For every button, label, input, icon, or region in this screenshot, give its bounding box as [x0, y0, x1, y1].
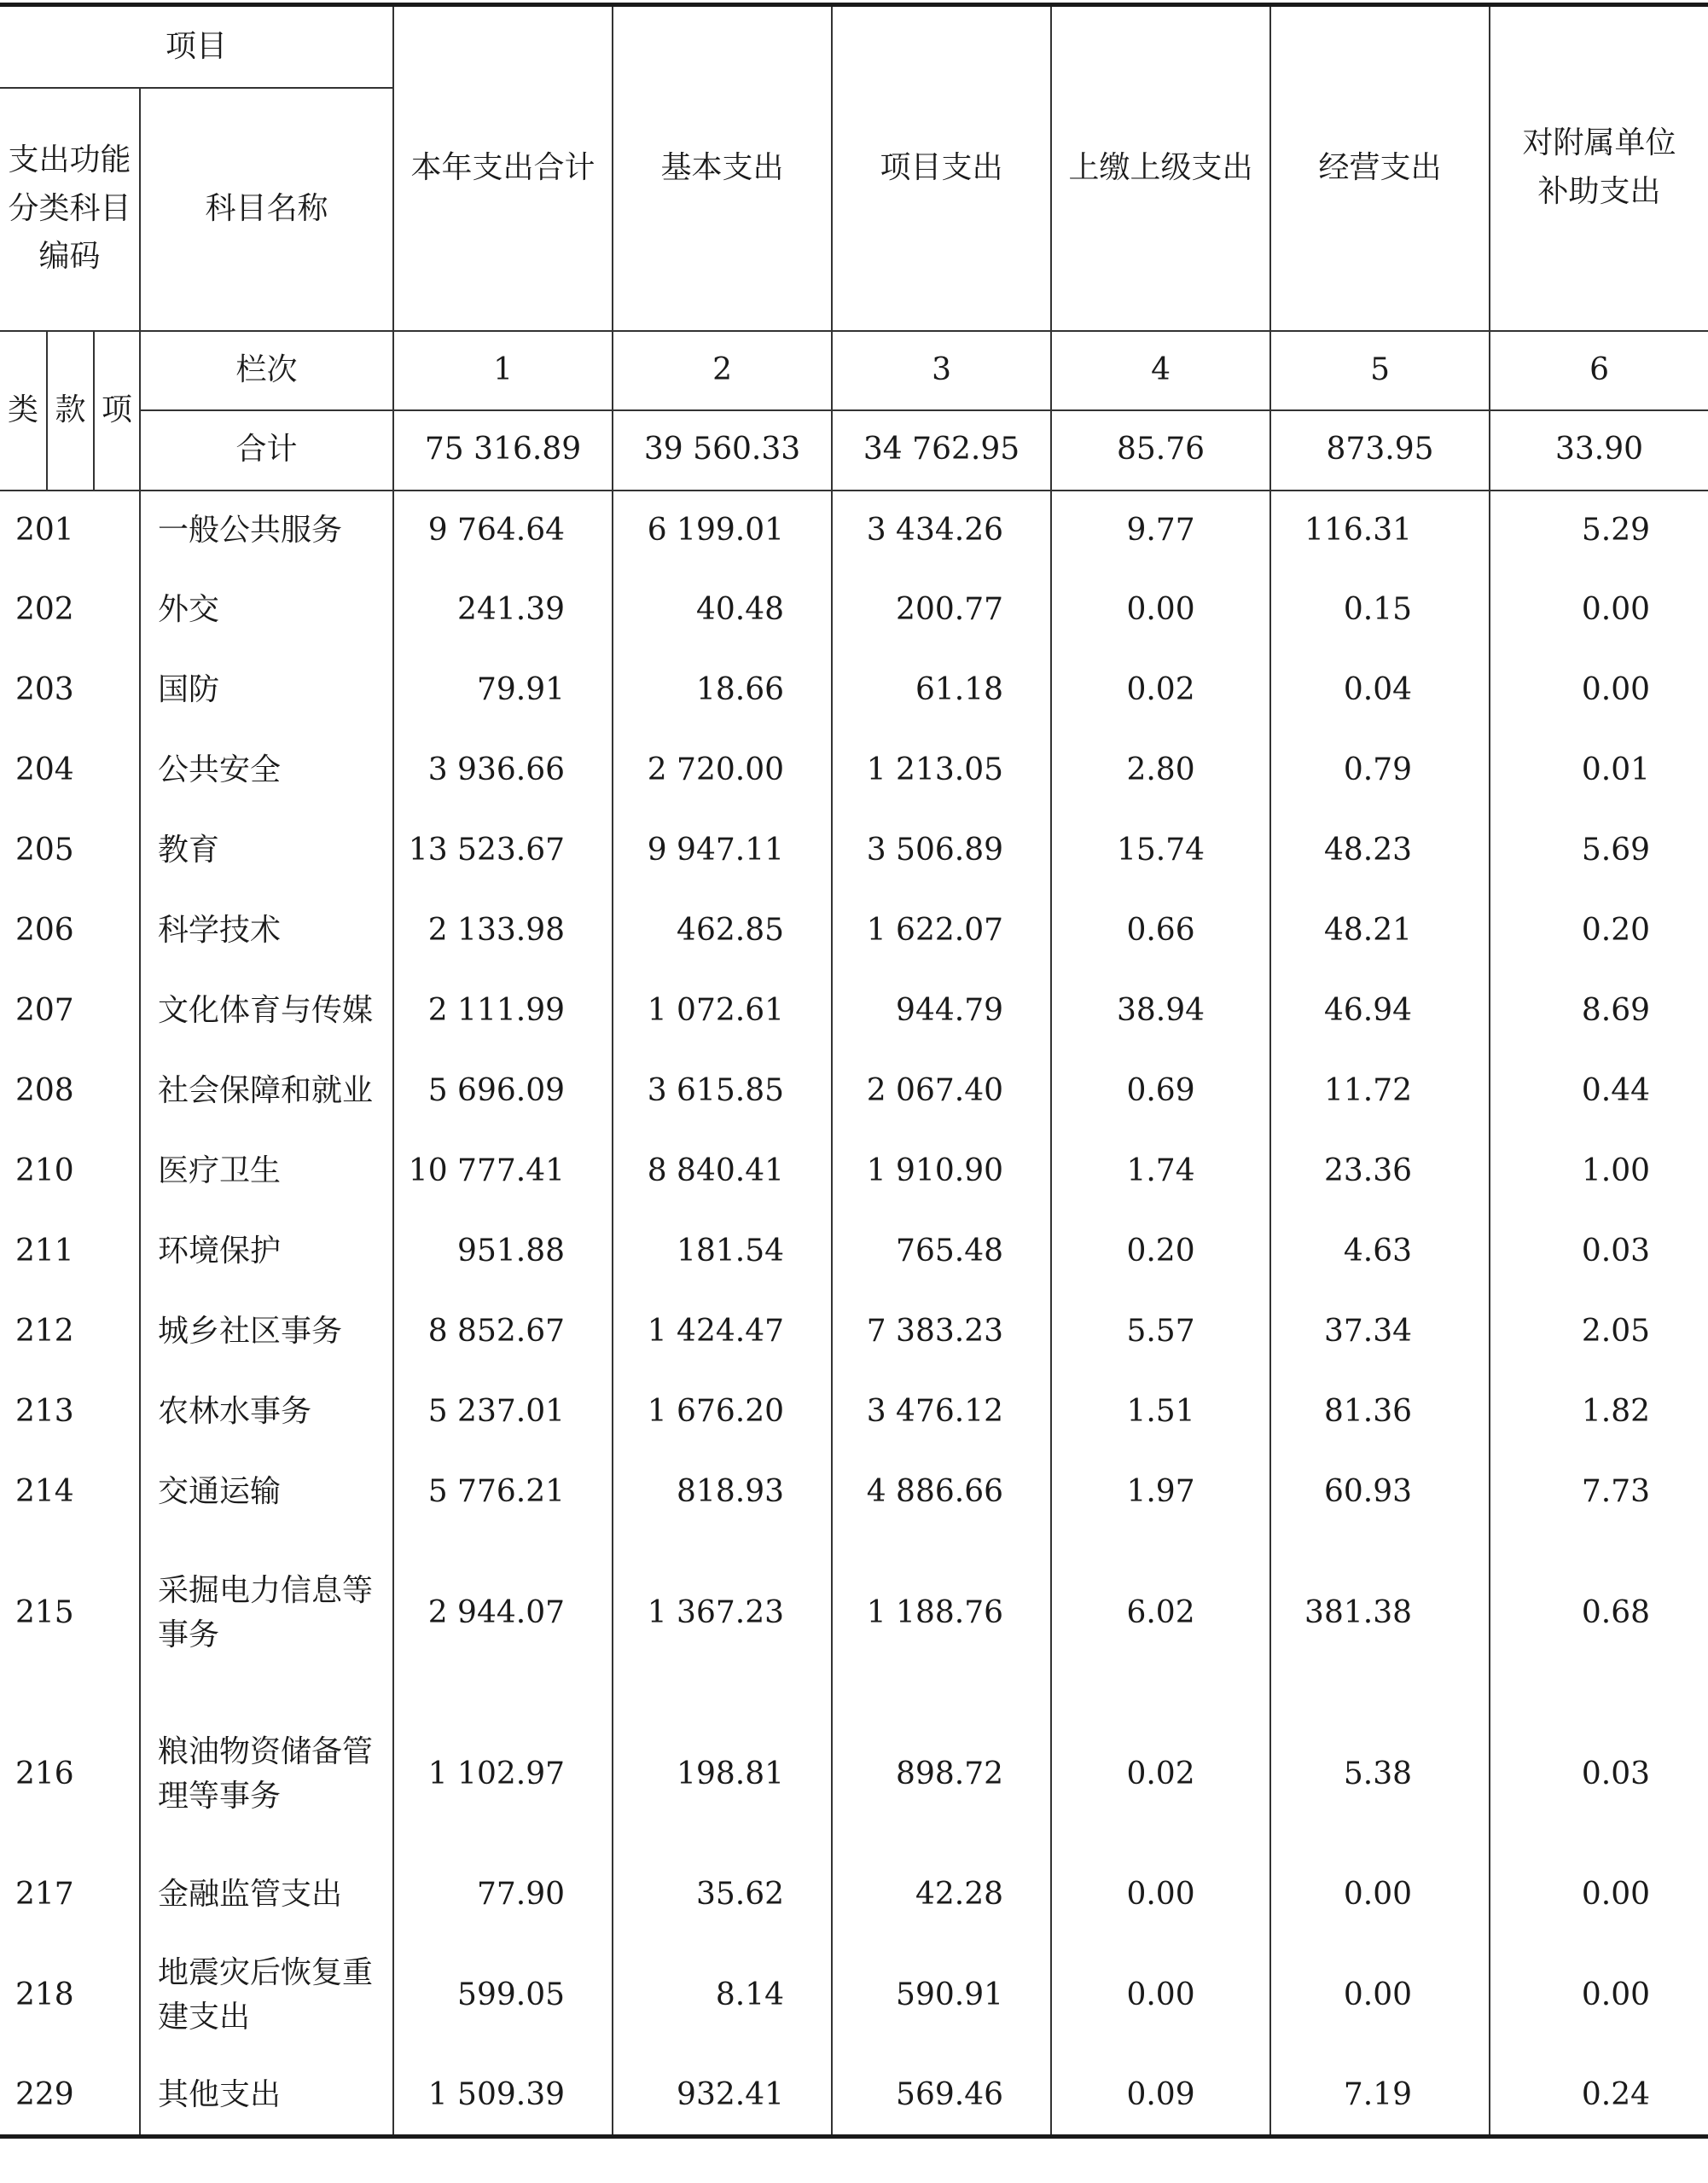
row-name-text: 外交 — [158, 592, 220, 628]
row-value: 0.20 — [1051, 1212, 1270, 1292]
total-value: 75 316.89 — [393, 410, 613, 491]
row-name-text: 采掘电力信息等事务 — [158, 1572, 374, 1652]
total-value: 33.90 — [1490, 410, 1708, 491]
row-name-text: 农林水事务 — [158, 1394, 312, 1430]
row-value: 42.28 — [832, 1855, 1051, 1936]
row-value: 2.80 — [1051, 731, 1270, 811]
header-business: 经营支出 — [1270, 5, 1490, 331]
row-value: 9.77 — [1051, 491, 1270, 571]
row-value: 5 696.09 — [393, 1052, 613, 1132]
row-value: 3 476.12 — [832, 1373, 1051, 1453]
table-row — [0, 571, 1708, 651]
row-value: 1.00 — [1581, 1153, 1651, 1189]
header-name: 科目名称 — [140, 88, 393, 331]
table-row — [0, 2056, 1708, 2137]
row-value: 4.63 — [1270, 1212, 1490, 1292]
row-name-text: 文化体育与传媒 — [158, 993, 374, 1029]
row-value: 0.03 — [1581, 1756, 1651, 1791]
row-name-text: 地震灾后恢复重建支出 — [158, 1954, 374, 2035]
row-value: 77.90 — [393, 1855, 613, 1936]
row-name-text: 其他支出 — [158, 2076, 282, 2112]
row-value: 0.68 — [1581, 1594, 1651, 1630]
row-name-text: 交通运输 — [158, 1474, 282, 1510]
row-value: 3 434.26 — [832, 491, 1051, 571]
row-name — [140, 651, 393, 731]
table-row — [0, 731, 1708, 811]
row-name-text: 科学技术 — [158, 913, 282, 949]
row-name — [140, 891, 393, 972]
row-value: 9 764.64 — [393, 491, 613, 571]
column-index-cell: 4 — [1051, 331, 1270, 410]
row-value: 5.29 — [1581, 512, 1651, 548]
row-name-text: 环境保护 — [158, 1234, 282, 1269]
column-index-label: 栏次 — [140, 331, 393, 410]
row-name — [140, 1052, 393, 1132]
row-name — [140, 1212, 393, 1292]
row-code: 213 — [0, 1373, 140, 1453]
row-value: 61.18 — [832, 651, 1051, 731]
row-name — [140, 1533, 393, 1694]
row-value: 1 213.05 — [832, 731, 1051, 811]
row-value: 2 133.98 — [393, 891, 613, 972]
row-value: 15.74 — [1051, 811, 1270, 891]
total-label: 合计 — [140, 410, 393, 491]
row-value: 0.00 — [1581, 1977, 1651, 2012]
row-value: 0.00 — [1270, 1855, 1490, 1936]
row-value: 818.93 — [613, 1453, 832, 1533]
row-value: 1.82 — [1581, 1394, 1651, 1430]
row-name — [140, 1132, 393, 1212]
row-value: 1 676.20 — [613, 1373, 832, 1453]
row-name — [140, 571, 393, 651]
header-code — [0, 88, 140, 331]
row-name — [140, 2056, 393, 2137]
header-kuan: 款 — [47, 331, 94, 491]
row-code: 208 — [0, 1052, 140, 1132]
row-value: 2 067.40 — [832, 1052, 1051, 1132]
row-code: 205 — [0, 811, 140, 891]
row-name-text: 医疗卫生 — [158, 1153, 282, 1189]
row-value: 181.54 — [613, 1212, 832, 1292]
row-value: 8.14 — [613, 1936, 832, 2056]
row-value: 5.38 — [1270, 1694, 1490, 1855]
row-value: 1 072.61 — [613, 972, 832, 1052]
row-value: 18.66 — [613, 651, 832, 731]
row-value: 951.88 — [393, 1212, 613, 1292]
row-name-text: 教育 — [158, 833, 220, 868]
row-name-text: 粮油物资储备管理等事务 — [158, 1733, 374, 1814]
row-value: 7.73 — [1581, 1474, 1651, 1510]
row-value: 5 776.21 — [393, 1453, 613, 1533]
row-name — [140, 1855, 393, 1936]
row-name — [140, 1453, 393, 1533]
row-value: 198.81 — [613, 1694, 832, 1855]
row-value: 0.09 — [1051, 2056, 1270, 2137]
row-value: 6.02 — [1051, 1533, 1270, 1694]
header-basic: 基本支出 — [613, 5, 832, 331]
table-row — [0, 1212, 1708, 1292]
row-value: 11.72 — [1270, 1052, 1490, 1132]
row-code: 207 — [0, 972, 140, 1052]
row-value: 48.23 — [1270, 811, 1490, 891]
row-code: 204 — [0, 731, 140, 811]
row-name — [140, 1694, 393, 1855]
row-code: 216 — [0, 1694, 140, 1855]
column-index-cell: 2 — [613, 331, 832, 410]
column-index-cell: 3 — [832, 331, 1051, 410]
header-code-text: 支出功能分类科目编码 — [8, 142, 131, 275]
table-row — [0, 811, 1708, 891]
total-row — [0, 410, 1708, 491]
row-value: 0.24 — [1490, 2056, 1708, 2137]
row-value: 569.46 — [832, 2056, 1051, 2137]
row-value: 2 720.00 — [613, 731, 832, 811]
table-row — [0, 1694, 1708, 1855]
row-value: 1 910.90 — [832, 1132, 1051, 1212]
row-value: 381.38 — [1270, 1533, 1490, 1694]
table-row — [0, 1936, 1708, 2056]
row-name-text: 国防 — [158, 672, 220, 708]
row-code: 229 — [0, 2056, 140, 2137]
row-value: 1.51 — [1051, 1373, 1270, 1453]
row-value: 23.36 — [1270, 1132, 1490, 1212]
column-index-row — [0, 331, 1708, 410]
row-value: 81.36 — [1270, 1373, 1490, 1453]
row-code: 215 — [0, 1533, 140, 1694]
expenditure-table — [0, 3, 1708, 2139]
table-row — [0, 491, 1708, 571]
row-value: 0.04 — [1270, 651, 1490, 731]
row-name — [140, 811, 393, 891]
header-remit: 上缴上级支出 — [1051, 5, 1270, 331]
row-value: 0.00 — [1051, 1936, 1270, 2056]
row-name-text: 城乡社区事务 — [158, 1314, 343, 1350]
header-project: 项目支出 — [832, 5, 1051, 331]
row-value: 60.93 — [1270, 1453, 1490, 1533]
row-value: 1 188.76 — [832, 1533, 1051, 1694]
row-value: 1 622.07 — [832, 891, 1051, 972]
row-name-text: 金融监管支出 — [158, 1877, 343, 1913]
row-code: 214 — [0, 1453, 140, 1533]
table-row — [0, 1132, 1708, 1212]
row-value: 590.91 — [832, 1936, 1051, 2056]
table-row — [0, 1855, 1708, 1936]
row-value: 0.44 — [1581, 1073, 1651, 1109]
table-row — [0, 1373, 1708, 1453]
header-xiang: 项 — [94, 331, 140, 491]
table-row — [0, 891, 1708, 972]
row-value: 0.00 — [1270, 1936, 1490, 2056]
row-code: 211 — [0, 1212, 140, 1292]
row-value: 1 102.97 — [393, 1694, 613, 1855]
row-value: 765.48 — [832, 1212, 1051, 1292]
row-value: 7.19 — [1270, 2056, 1490, 2137]
row-value: 5.57 — [1051, 1292, 1270, 1373]
row-code: 203 — [0, 651, 140, 731]
row-value: 8 840.41 — [613, 1132, 832, 1212]
row-name — [140, 1936, 393, 2056]
row-value: 0.01 — [1581, 752, 1651, 788]
column-index-cell: 1 — [393, 331, 613, 410]
row-value: 7 383.23 — [832, 1292, 1051, 1373]
row-name — [140, 1292, 393, 1373]
row-value: 0.79 — [1270, 731, 1490, 811]
row-value: 6 199.01 — [613, 491, 832, 571]
row-code: 201 — [0, 491, 140, 571]
column-index-cell: 6 — [1490, 331, 1708, 410]
row-value: 0.02 — [1051, 1694, 1270, 1855]
row-value: 3 615.85 — [613, 1052, 832, 1132]
column-index-cell: 5 — [1270, 331, 1490, 410]
total-value: 85.76 — [1051, 410, 1270, 491]
row-value: 1 509.39 — [393, 2056, 613, 2137]
row-value: 116.31 — [1270, 491, 1490, 571]
row-value: 200.77 — [832, 571, 1051, 651]
row-name — [140, 731, 393, 811]
row-value: 0.02 — [1051, 651, 1270, 731]
row-name — [140, 1373, 393, 1453]
row-value: 241.39 — [393, 571, 613, 651]
row-value: 2.05 — [1581, 1314, 1651, 1350]
row-name — [140, 972, 393, 1052]
row-value: 0.20 — [1581, 913, 1651, 949]
row-value: 0.03 — [1581, 1234, 1651, 1269]
header-subsidy-text: 对附属单位补助支出 — [1522, 125, 1676, 210]
table-row — [0, 1052, 1708, 1132]
row-code: 206 — [0, 891, 140, 972]
table-row — [0, 972, 1708, 1052]
row-value: 1 424.47 — [613, 1292, 832, 1373]
row-value: 48.21 — [1270, 891, 1490, 972]
row-value: 35.62 — [613, 1855, 832, 1936]
row-value: 46.94 — [1270, 972, 1490, 1052]
row-value: 38.94 — [1051, 972, 1270, 1052]
row-name — [140, 491, 393, 571]
row-value: 0.66 — [1051, 891, 1270, 972]
row-value: 40.48 — [613, 571, 832, 651]
row-value: 8.69 — [1581, 993, 1651, 1029]
row-value: 3 506.89 — [832, 811, 1051, 891]
table-row — [0, 651, 1708, 731]
row-value: 0.69 — [1051, 1052, 1270, 1132]
row-value: 9 947.11 — [613, 811, 832, 891]
row-value: 599.05 — [393, 1936, 613, 2056]
row-value: 944.79 — [832, 972, 1051, 1052]
row-value: 1.74 — [1051, 1132, 1270, 1212]
row-value: 10 777.41 — [393, 1132, 613, 1212]
row-value: 37.34 — [1270, 1292, 1490, 1373]
row-value: 1 367.23 — [613, 1533, 832, 1694]
row-value: 462.85 — [613, 891, 832, 972]
header-lei: 类 — [0, 331, 47, 491]
row-value: 79.91 — [393, 651, 613, 731]
row-value: 0.00 — [1581, 1877, 1651, 1913]
row-code: 212 — [0, 1292, 140, 1373]
row-value: 2 111.99 — [393, 972, 613, 1052]
row-code: 218 — [0, 1936, 140, 2056]
row-code: 210 — [0, 1132, 140, 1212]
table-row — [0, 1453, 1708, 1533]
row-value: 5 237.01 — [393, 1373, 613, 1453]
row-value: 0.00 — [1581, 672, 1651, 708]
row-value: 13 523.67 — [393, 811, 613, 891]
row-value: 5.69 — [1581, 833, 1651, 868]
row-value: 898.72 — [832, 1694, 1051, 1855]
row-value: 4 886.66 — [832, 1453, 1051, 1533]
row-value: 2 944.07 — [393, 1533, 613, 1694]
row-name-text: 公共安全 — [158, 752, 282, 788]
total-value: 873.95 — [1270, 410, 1490, 491]
row-name-text: 一般公共服务 — [158, 512, 343, 548]
row-value: 1.97 — [1051, 1453, 1270, 1533]
table-row — [0, 1292, 1708, 1373]
header-total: 本年支出合计 — [393, 5, 613, 331]
row-name-text: 社会保障和就业 — [158, 1073, 374, 1109]
header-item: 项目 — [0, 5, 393, 88]
row-value: 0.00 — [1051, 571, 1270, 651]
total-value: 34 762.95 — [832, 410, 1051, 491]
table-row — [0, 1533, 1708, 1694]
row-value: 0.15 — [1270, 571, 1490, 651]
row-value: 0.00 — [1581, 592, 1651, 628]
row-value: 932.41 — [613, 2056, 832, 2137]
header-subsidy — [1490, 5, 1708, 331]
header-row-1 — [0, 5, 1708, 88]
row-code: 202 — [0, 571, 140, 651]
row-value: 0.00 — [1051, 1855, 1270, 1936]
row-value: 8 852.67 — [393, 1292, 613, 1373]
total-value: 39 560.33 — [613, 410, 832, 491]
row-value: 3 936.66 — [393, 731, 613, 811]
row-code: 217 — [0, 1855, 140, 1936]
